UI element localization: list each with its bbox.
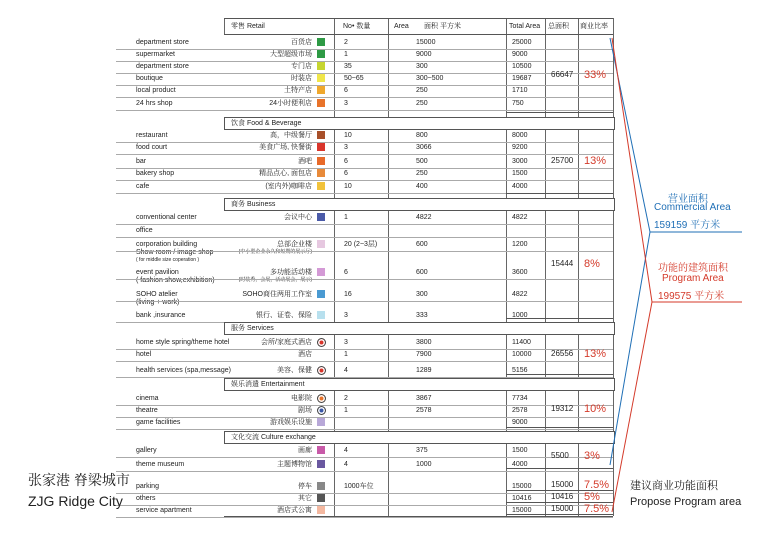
row-no: 6 xyxy=(344,158,348,165)
commercial-area-en: Commercial Area xyxy=(654,202,731,213)
row-label-cn: 画廊 xyxy=(298,447,312,454)
row-total: 1500 xyxy=(512,447,528,454)
row-label-en: parking xyxy=(136,483,159,490)
row-label-cn2: (中小型企业永久和短期的展示厅) xyxy=(238,249,312,255)
row-label-cn: 大型超级市场 xyxy=(270,51,312,58)
row-label-en2: (living + work) xyxy=(136,299,180,306)
program-bracket-top xyxy=(612,38,652,302)
row-area: 250 xyxy=(416,170,428,177)
commercial-area-cn: 营业面积 xyxy=(668,194,708,205)
row-area: 300 xyxy=(416,291,428,298)
row-total: 9000 xyxy=(512,51,528,58)
row-label-cn: 专门店 xyxy=(291,63,312,70)
row-label-cn: 酒店式公寓 xyxy=(277,507,312,514)
row-label-en: bakery shop xyxy=(136,170,175,177)
group-ratio: 33% xyxy=(584,69,607,81)
row-no: 20 (2~3层) xyxy=(344,241,378,248)
row-label-cn: 美容、保健 xyxy=(277,367,312,374)
row-area: 333 xyxy=(416,312,428,319)
section-title-entertainment: 娱乐消遣 Entertainment xyxy=(231,381,305,388)
row-label-cn: 游戏娱乐设施 xyxy=(270,419,312,426)
row-total: 15000 xyxy=(512,507,532,514)
header-area-cn: 面积 平方米 xyxy=(424,23,461,30)
row-label-cn: 剧场 xyxy=(298,407,312,414)
row-no: 16 xyxy=(344,291,352,298)
row-total: 25000 xyxy=(512,39,532,46)
row-total: 10000 xyxy=(512,351,532,358)
project-name-en: ZJG Ridge City xyxy=(28,493,123,509)
row-label-cn: 多功能活动楼 xyxy=(270,269,312,276)
row-area: 375 xyxy=(416,447,428,454)
row-label-en2: ( fashion show,exhibition) xyxy=(136,277,215,284)
row-total: 2578 xyxy=(512,407,528,414)
row-label-en: gallery xyxy=(136,447,157,454)
row-label-en: others xyxy=(136,495,156,502)
row-area: 1289 xyxy=(416,367,432,374)
row-total: 3000 xyxy=(512,158,528,165)
section-title-culture: 文化交流 Culture exchange xyxy=(231,434,316,441)
row-area: 7900 xyxy=(416,351,432,358)
row-total: 5156 xyxy=(512,367,528,374)
row-area: 250 xyxy=(416,87,428,94)
row-label-en: 24 hrs shop xyxy=(136,100,173,107)
group-total: 15444 xyxy=(551,258,574,268)
group-ratio: 3% xyxy=(584,449,600,462)
row-area: 250 xyxy=(416,100,428,107)
group-ratio: 7.5% xyxy=(584,502,610,515)
row-area: 600 xyxy=(416,269,428,276)
row-label-cn: 停车 xyxy=(298,483,312,490)
group-total: 25700 xyxy=(551,156,574,165)
row-no: 4 xyxy=(344,461,348,468)
row-label-cn: 酒店 xyxy=(298,351,312,358)
row-label-en: game facilities xyxy=(136,419,181,426)
row-label-en: SOHO atelier xyxy=(136,291,178,298)
row-no: 3 xyxy=(344,100,348,107)
row-area: 3800 xyxy=(416,339,432,346)
row-no: 50~65 xyxy=(344,75,364,82)
group-ratio: 13% xyxy=(584,348,607,360)
header-category: 零售 Retail xyxy=(231,23,265,30)
row-total: 10416 xyxy=(512,495,532,502)
row-total: 15000 xyxy=(512,483,532,490)
commercial-area-value: 159159 平方米 xyxy=(654,220,721,231)
row-area: 1000 xyxy=(416,461,432,468)
group-ratio: 5% xyxy=(584,490,600,503)
row-area: 600 xyxy=(416,241,428,248)
row-total: 9200 xyxy=(512,144,528,151)
row-total: 3600 xyxy=(512,269,528,276)
program-bracket-bottom xyxy=(612,302,652,512)
row-area: 3867 xyxy=(416,395,432,402)
row-total: 1000 xyxy=(512,312,528,319)
row-label-cn: 电影院 xyxy=(291,395,312,402)
row-area: 300 xyxy=(416,63,428,70)
row-no: 4 xyxy=(344,367,348,374)
row-no: 1 xyxy=(344,51,348,58)
row-total: 8000 xyxy=(512,132,528,139)
row-total: 7734 xyxy=(512,395,528,402)
row-no: 35 xyxy=(344,63,352,70)
row-no: 3 xyxy=(344,144,348,151)
row-label-cn: SOHO商住两用工作室 xyxy=(242,291,312,298)
row-label-en: theatre xyxy=(136,407,158,414)
row-label-cn: 土特产店 xyxy=(284,87,312,94)
row-area: 15000 xyxy=(416,39,436,46)
row-label-en: hotel xyxy=(136,351,152,358)
header-ratio: 商业比率 xyxy=(580,23,608,30)
row-label-cn: 会所/家庭式酒店 xyxy=(261,339,312,346)
section-title-business: 商务 Business xyxy=(231,201,276,208)
group-total: 5500 xyxy=(551,450,569,460)
row-total: 1710 xyxy=(512,87,528,94)
row-label-en: event pavilion xyxy=(136,269,179,276)
row-no: 1000车位 xyxy=(344,483,374,490)
group-total: 19312 xyxy=(551,403,574,413)
propose-area-cn: 建议商业功能面积 xyxy=(630,480,718,492)
row-no: 1 xyxy=(344,214,348,221)
row-label-cn: 时装店 xyxy=(291,75,312,82)
row-label-en: conventional center xyxy=(136,214,197,221)
row-total: 4822 xyxy=(512,291,528,298)
row-label-en: cafe xyxy=(136,183,150,190)
row-label-cn: 主题博物馆 xyxy=(277,461,312,468)
group-total: 15000 xyxy=(551,479,574,489)
row-label-en: local product xyxy=(136,87,176,94)
header-total: Total Area xyxy=(509,23,541,30)
row-label-cn: (室内外)咖啡店 xyxy=(265,183,312,190)
row-label-en: bar xyxy=(136,158,147,165)
group-total: 10416 xyxy=(551,491,574,501)
row-area: 300~500 xyxy=(416,75,444,82)
program-area-cn: 功能的建筑面积 xyxy=(658,263,728,274)
row-no: 1 xyxy=(344,351,348,358)
section-title-fb: 饮食 Food & Beverage xyxy=(231,120,302,127)
row-total: 750 xyxy=(512,100,524,107)
program-area-value: 199575 平方米 xyxy=(658,291,725,302)
row-label-en: home style spring/theme hotel xyxy=(136,339,230,346)
row-label-en: cinema xyxy=(136,395,159,402)
row-area: 9000 xyxy=(416,51,432,58)
group-ratio: 8% xyxy=(584,257,600,270)
row-label-cn: 美食广场, 快餐街 xyxy=(259,144,312,151)
row-label-en: food court xyxy=(136,144,168,151)
row-no: 2 xyxy=(344,39,348,46)
row-area: 400 xyxy=(416,183,428,190)
row-label-cn: 总部企业楼 xyxy=(277,241,312,248)
group-ratio: 13% xyxy=(584,155,607,167)
row-area: 800 xyxy=(416,132,428,139)
header-no: No• 数量 xyxy=(343,23,371,30)
row-no: 2 xyxy=(344,395,348,402)
row-total: 1200 xyxy=(512,241,528,248)
row-total: 11400 xyxy=(512,339,531,346)
row-no: 6 xyxy=(344,87,348,94)
row-no: 6 xyxy=(344,170,348,177)
row-total: 19687 xyxy=(512,75,532,82)
row-label-en: service apartment xyxy=(136,507,192,514)
row-label-en: theme museum xyxy=(136,461,185,468)
row-area: 4822 xyxy=(416,214,432,221)
section-title-services: 服务 Services xyxy=(231,325,274,332)
row-area: 500 xyxy=(416,158,428,165)
row-label-cn: 高，中级餐厅 xyxy=(270,132,312,139)
row-label-cn: 24小时便利店 xyxy=(269,100,312,107)
row-no: 4 xyxy=(344,447,348,454)
program-area-en: Program Area xyxy=(662,273,724,284)
row-label-en: bank ,insurance xyxy=(136,312,186,319)
project-name-cn: 张家港 脊梁城市 xyxy=(28,472,130,488)
row-no: 6 xyxy=(344,269,348,276)
row-label-en: restaurant xyxy=(136,132,168,139)
row-label-en: boutique xyxy=(136,75,163,82)
row-label-en: supermarket xyxy=(136,51,175,58)
group-total: 66647 xyxy=(551,70,574,79)
group-ratio: 10% xyxy=(584,402,607,415)
row-label-cn: 其它 xyxy=(298,495,312,502)
row-label-cn: 酒吧 xyxy=(298,158,312,165)
row-label-cn2: (时装秀，会展，活动展会，展示) xyxy=(238,277,312,283)
row-no: 10 xyxy=(344,183,352,190)
row-label-en: office xyxy=(136,227,153,234)
row-total: 4000 xyxy=(512,461,528,468)
row-label-en: health services (spa,message) xyxy=(136,367,231,374)
header-area: Area xyxy=(394,23,409,30)
header-total-cn: 总面积 xyxy=(548,23,569,30)
row-total: 1500 xyxy=(512,170,528,177)
row-area: 2578 xyxy=(416,407,432,414)
group-ratio: 7.5% xyxy=(584,478,610,491)
row-label-cn: 会议中心 xyxy=(284,214,312,221)
row-label-en2: Show room / image shop xyxy=(136,249,214,256)
row-label-cn: 银行、证卷、保险 xyxy=(256,312,312,319)
row-no: 10 xyxy=(344,132,352,139)
propose-area-en: Propose Program area xyxy=(630,496,742,508)
row-no: 1 xyxy=(344,407,348,414)
row-total: 4000 xyxy=(512,183,528,190)
row-label-en: corporation building xyxy=(136,241,198,248)
row-label-cn: 百货店 xyxy=(291,39,312,46)
group-total: 26556 xyxy=(551,349,574,358)
row-total: 4822 xyxy=(512,214,528,221)
row-area: 3066 xyxy=(416,144,432,151)
row-no: 3 xyxy=(344,312,348,319)
row-label-en3: ( for middle size coperation ) xyxy=(136,257,200,263)
commercial-bracket-bottom xyxy=(610,232,650,465)
group-total: 15000 xyxy=(551,503,574,513)
row-label-en: department store xyxy=(136,63,189,70)
row-label-en: department store xyxy=(136,39,189,46)
row-total: 10500 xyxy=(512,63,532,70)
row-no: 3 xyxy=(344,339,348,346)
row-label-cn: 精品点心, 面包店 xyxy=(259,170,312,177)
row-total: 9000 xyxy=(512,419,528,426)
